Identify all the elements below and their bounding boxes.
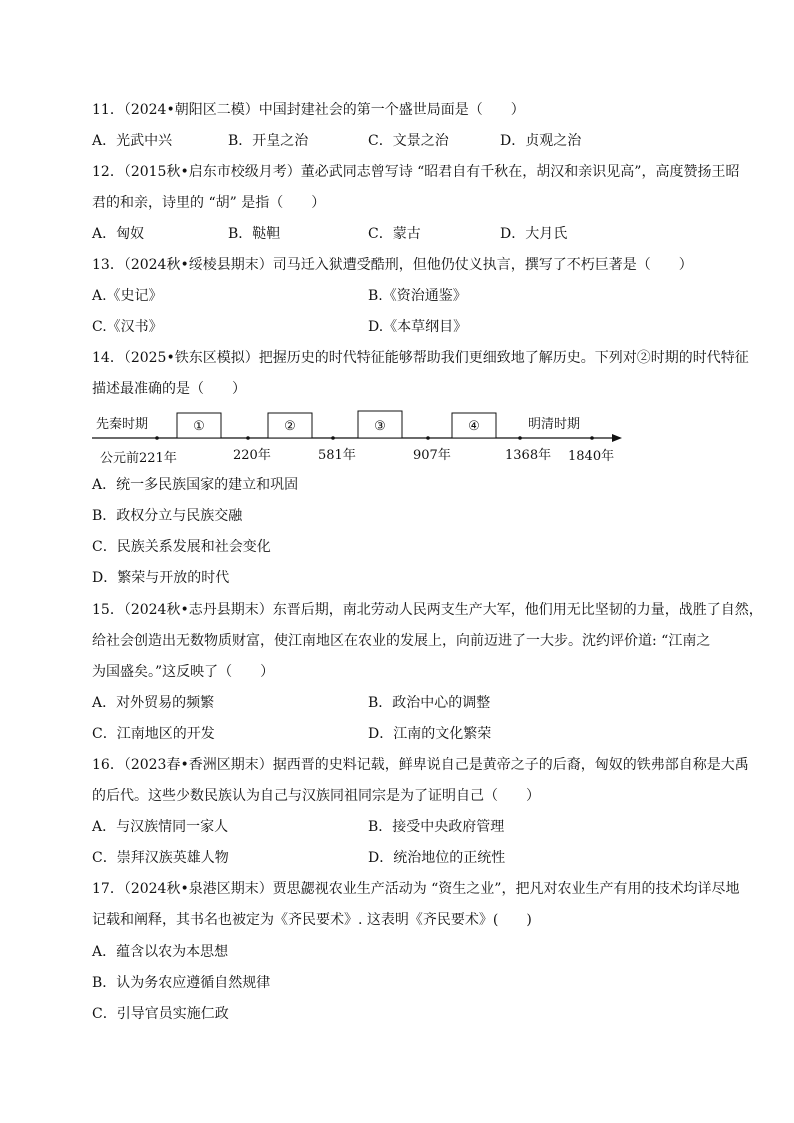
- timeline-label-pre-qin: 先秦时期: [96, 417, 149, 432]
- option-d[interactable]: D．江南的文化繁荣: [368, 726, 492, 742]
- question-text: 13．（2024秋•绥棱县期末）司马迁入狱遭受酷刑，但他仍仗义执言，撰写了不朽巨著是（ ）: [92, 257, 693, 273]
- year-label: 907年: [413, 448, 451, 463]
- option-a[interactable]: A．与汉族情同一家人: [92, 819, 229, 835]
- period-box-4-label: ④: [468, 419, 480, 434]
- question-15: [92, 595, 763, 688]
- option-b[interactable]: B.《资治通鉴》: [368, 288, 467, 304]
- option-b[interactable]: B．政权分立与民族交融: [92, 508, 243, 524]
- option-d[interactable]: D．大月氏: [500, 226, 568, 242]
- question-text: 11．（2024•朝阳区二模）中国封建社会的第一个盛世局面是（ ）: [92, 102, 525, 118]
- tick-dot: [518, 436, 522, 440]
- question-17: [92, 874, 740, 936]
- question-text: 的后代。这些少数民族认为自己与汉族同祖同宗是为了证明自己（ ）: [92, 788, 540, 804]
- option-a[interactable]: A．匈奴: [92, 226, 145, 242]
- timeline-arrow: [612, 434, 622, 442]
- option-c[interactable]: C．蒙古: [368, 226, 421, 242]
- question-text: 16．（2023春•香洲区期末）据西晋的史料记载，鲜卑说自己是黄帝之子的后裔，匈奴的铁弗部自称是大禹: [92, 757, 749, 773]
- question-text: 12．（2015秋•启东市校级月考）董必武同志曾写诗 “昭君自有千秋在，胡汉和亲识见高”，高度赞扬王昭: [92, 164, 740, 180]
- period-box-3-label: ③: [374, 419, 386, 434]
- tick-dot: [331, 436, 335, 440]
- option-a[interactable]: A．蕴含以农为本思想: [92, 944, 229, 960]
- question-text: 君的和亲，诗里的 “胡” 是指（ ）: [92, 195, 326, 211]
- tick-dot: [246, 436, 250, 440]
- option-d[interactable]: D.《本草纲目》: [368, 319, 468, 335]
- option-b[interactable]: B．政治中心的调整: [368, 695, 491, 711]
- question-text: 描述最准确的是（ ）: [92, 381, 246, 397]
- option-c[interactable]: C．引导官员实施仁政: [92, 1006, 229, 1022]
- question-text: 15．（2024秋•志丹县期末）东晋后期，南北劳动人民两支生产大军，他们用无比坚韧的力量，战胜了自然，: [92, 602, 763, 618]
- question-text: 给社会创造出无数物质财富，使江南地区在农业的发展上，向前迈进了一大步。沈约评价道: “江南之: [92, 633, 711, 649]
- option-c[interactable]: C．江南地区的开发: [92, 726, 215, 742]
- option-c[interactable]: C.《汉书》: [92, 319, 163, 335]
- option-d[interactable]: D．繁荣与开放的时代: [92, 570, 230, 586]
- option-c[interactable]: C．民族关系发展和社会变化: [92, 539, 271, 555]
- option-a[interactable]: A．光武中兴: [92, 133, 173, 149]
- option-c[interactable]: C．崇拜汉族英雄人物: [92, 850, 229, 866]
- question-text: 14．（2025•铁东区模拟）把握历史的时代特征能够帮助我们更细致地了解历史。下列对②时期的时代特征: [92, 350, 749, 366]
- timeline-label-ming-qing: 明清时期: [528, 417, 581, 432]
- option-a[interactable]: A.《史记》: [92, 288, 163, 304]
- period-box-2-label: ②: [284, 419, 296, 434]
- year-label: 1840年: [568, 449, 615, 464]
- period-box-1-label: ①: [193, 419, 205, 434]
- tick-dot: [590, 436, 594, 440]
- question-text: 记载和阐释，其书名也被定为《齐民要术》. 这表明《齐民要术》( ): [92, 912, 532, 928]
- question-16: [92, 750, 749, 812]
- option-b[interactable]: B．鞑靼: [228, 226, 281, 242]
- option-a[interactable]: A．统一多民族国家的建立和巩固: [92, 477, 299, 493]
- option-d[interactable]: D．统治地位的正统性: [368, 850, 506, 866]
- option-b[interactable]: B．开皇之治: [228, 133, 309, 149]
- option-a[interactable]: A．对外贸易的频繁: [92, 695, 215, 711]
- question-text: 17．（2024秋•泉港区期末）贾思勰视农业生产活动为 “资生之业”，把凡对农业生产有用的技术均详尽地: [92, 881, 740, 897]
- year-label: 1368年: [505, 448, 552, 463]
- option-d[interactable]: D．贞观之治: [500, 133, 582, 149]
- tick-dot: [426, 436, 430, 440]
- year-label: 220年: [233, 448, 271, 463]
- tick-dot: [155, 436, 159, 440]
- question-text: 为国盛矣。”这反映了（ ）: [92, 664, 275, 680]
- year-label: 公元前221年: [100, 451, 177, 466]
- year-label: 581年: [318, 448, 356, 463]
- option-c[interactable]: C．文景之治: [368, 133, 449, 149]
- option-b[interactable]: B．接受中央政府管理: [368, 819, 505, 835]
- option-b[interactable]: B．认为务农应遵循自然规律: [92, 975, 271, 991]
